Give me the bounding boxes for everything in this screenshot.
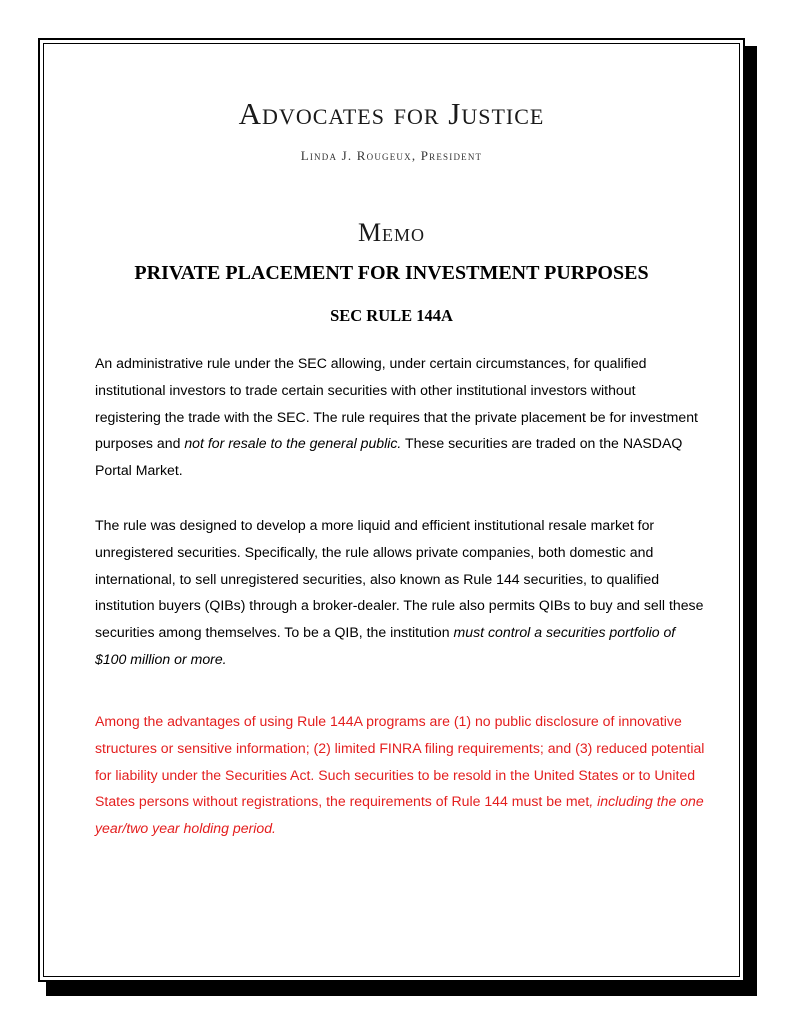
paragraph-text: These securities are traded on the NASDAQ Portal Market. <box>95 435 683 479</box>
paragraph-text: The rule was designed to develop a more liquid and efficient institutional resale market for unregistered securities. Specifically, the rule allows private companies, both domestic and international, to sell unregistered securities, also known as Rule 144 securities, to qualified institution buyers (QIBs) through a broker-dealer. The rule also permits QIBs to buy and sell these securities among themselves. To be a QIB, the institution <box>95 517 704 641</box>
document-title: PRIVATE PLACEMENT FOR INVESTMENT PURPOSES <box>134 262 649 284</box>
paragraph-purpose <box>95 512 705 673</box>
paragraph-definition <box>95 350 705 484</box>
organization-name: Advocates for Justice <box>238 96 545 131</box>
document-subtitle: SEC RULE 144A <box>330 306 453 325</box>
president-line: Linda J. Rougeux, President <box>300 148 483 163</box>
paragraph-emphasis: must control a securities portfolio of $100 million or more. <box>95 624 676 667</box>
page-border-inner <box>43 43 740 977</box>
paragraph-emphasis: not for resale to the general public. <box>184 435 402 452</box>
page-border <box>38 38 745 982</box>
paragraph-advantages <box>95 708 705 842</box>
paragraph-emphasis: , including the one year/two year holding period. <box>95 793 704 837</box>
paragraph-text: Among the advantages of using Rule 144A programs are (1) no public disclosure of innovative structures or sensitive information; (2) limited FINRA filing requirements; and (3) reduced potential for liability under the Securities Act. Such securities to be resold in the United States or to United States persons without registrations, the requirements of Rule 144 must be met <box>95 713 705 810</box>
memo-heading: Memo <box>357 218 426 247</box>
paragraph-text: An administrative rule under the SEC allowing, under certain circumstances, for qualified institutional investors to trade certain securities with other institutional investors without registering the trade with the SEC. The rule requires that the private placement be for investment purposes and <box>95 355 698 452</box>
